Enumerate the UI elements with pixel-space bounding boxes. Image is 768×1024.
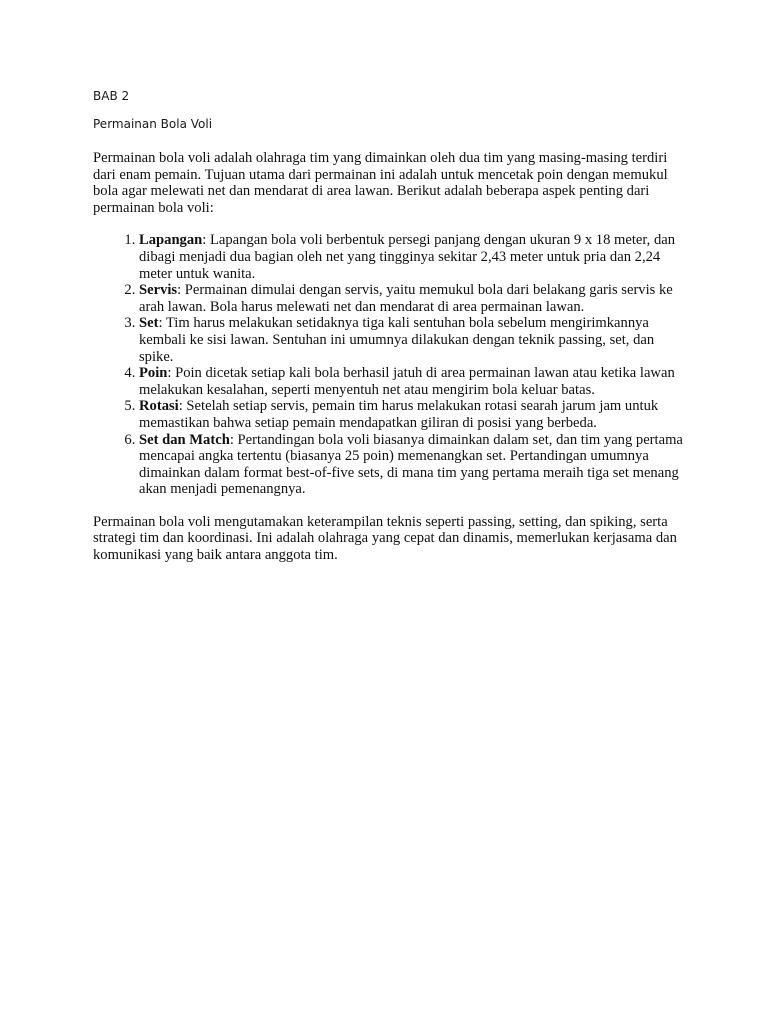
intro-paragraph: Permainan bola voli adalah olahraga tim yang dimainkan oleh dua tim yang masing-masing terdiri dari enam pemain. Tujuan utama dari permainan ini adalah untuk mencetak poin dengan memukul bola agar melewati net dan mendarat di area lawan. Berikut adalah beberapa aspek penting dari permainan bola voli: [93,150,668,216]
list-item-term: Servis [139,282,178,299]
list-item-text: : Poin dicetak setiap kali bola berhasil jatuh di area permainan lawan atau ketika lawan melakukan kesalahan, seperti menyentuh net atau mengirim bola keluar batas. [139,365,675,398]
aspect-list [93,232,683,498]
document-body [93,88,683,580]
conclusion-paragraph: Permainan bola voli mengutamakan keterampilan teknis seperti passing, setting, dan spiking, serta strategi tim dan koordinasi. Ini adalah olahraga yang cepat dan dinamis, memerlukan kerjasama dan komunikasi yang baik antara anggota tim. [93,513,677,564]
list-item [139,365,683,398]
document-title: Permainan Bola Voli [93,117,213,131]
list-item [139,398,683,431]
list-item [139,315,683,365]
list-item-text: : Pertandingan bola voli biasanya dimainkan dalam set, dan tim yang pertama mencapai angka tertentu (biasanya 25 poin) memenangkan set. Pertandingan umumnya dimainkan dalam format best-of-five sets, di mana tim yang pertama meraih tiga set menang akan menjadi pemenangnya. [139,431,683,498]
list-item-text: : Lapangan bola voli berbentuk persegi panjang dengan ukuran 9 x 18 meter, dan dibagi menjadi dua bagian oleh net yang tingginya sekitar 2,43 meter untuk pria dan 2,24 meter untuk wanita. [139,232,676,282]
list-item [139,282,683,315]
list-item-text: : Permainan dimulai dengan servis, yaitu memukul bola dari belakang garis servis ke arah lawan. Bola harus melewati net dan mendarat di area permainan lawan. [139,282,673,315]
list-item-text: : Setelah setiap servis, pemain tim harus melakukan rotasi searah jarum jam untuk memastikan bahwa setiap pemain mendapatkan giliran di posisi yang berbeda. [139,398,659,431]
list-item-term: Rotasi [139,398,179,415]
chapter-label: BAB 2 [93,89,130,103]
list-item-term: Set [139,315,159,332]
list-item-text: : Tim harus melakukan setidaknya tiga kali sentuhan bola sebelum mengirimkannya kembali ke sisi lawan. Sentuhan ini umumnya dilakukan dengan teknik passing, set, dan spike. [139,315,655,365]
list-item [139,232,683,282]
list-item-term: Lapangan [139,232,203,249]
list-item [139,432,683,498]
list-item-term: Poin [139,365,168,382]
list-item-term: Set dan Match [139,431,230,448]
